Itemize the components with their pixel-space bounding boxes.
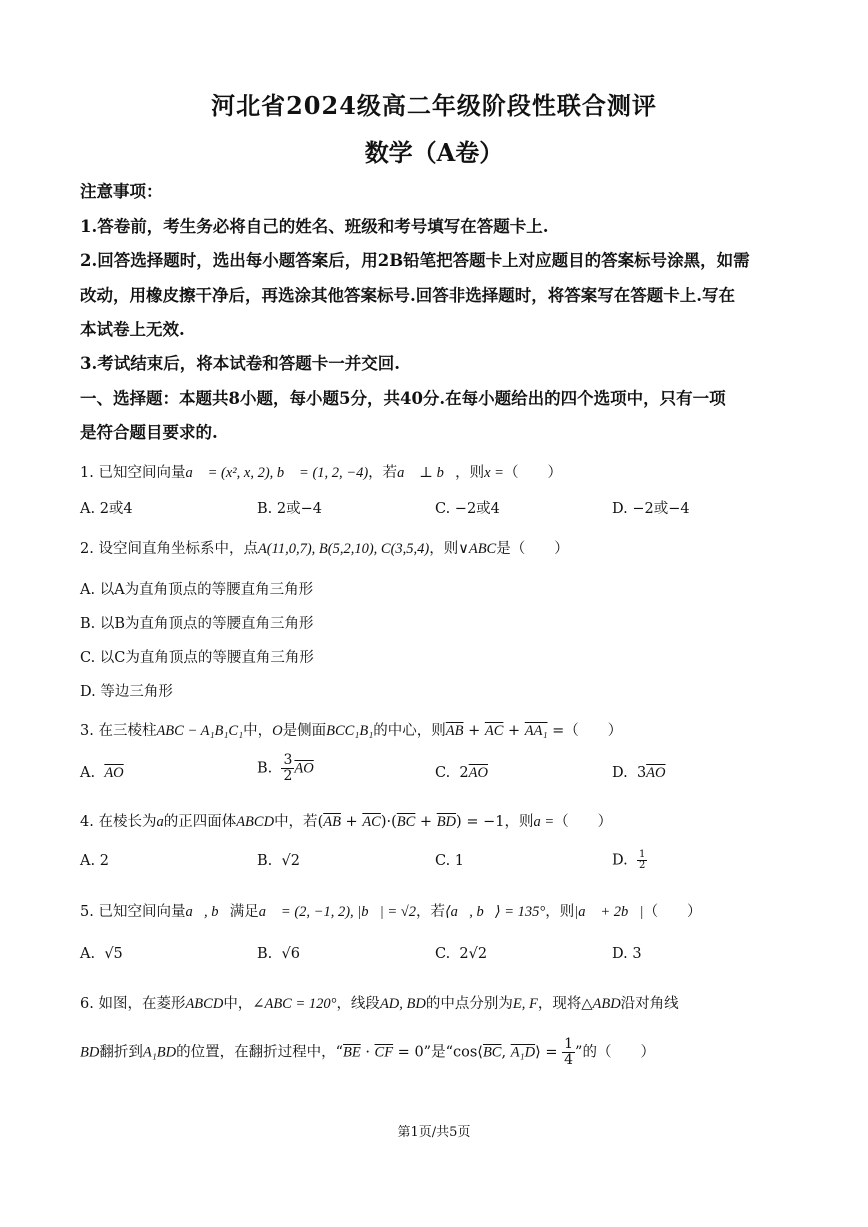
q4-open: ( <box>317 814 324 830</box>
q3-text-c: 是侧面 <box>282 723 327 739</box>
q3-option-c <box>435 765 488 782</box>
q3-b-label: B. <box>257 760 273 777</box>
q6-comma: , <box>501 1044 511 1061</box>
q4-tetrahedron: ABCD <box>236 814 275 830</box>
q3-text-e: =（ ） <box>547 723 623 739</box>
q4-text-d: ，则 <box>504 814 534 830</box>
q4-d-label: D. <box>612 852 628 869</box>
section-1-line-2: 是符合题目要求的. <box>80 423 218 442</box>
q5-text-d: ，则 <box>545 904 575 920</box>
q3-vec-aa1: AA₁ <box>524 723 548 739</box>
q6-a1bd: A₁BD <box>142 1044 177 1061</box>
q4-b-label: B. <box>257 853 273 869</box>
q5-b-value: √6 <box>281 946 300 962</box>
q3-prism: ABC − A₁B₁C₁ <box>156 723 244 739</box>
q3-text-b: 中， <box>243 723 273 739</box>
exam-subtitle: 数学（A卷） <box>364 138 504 167</box>
q4-d-fraction <box>637 850 647 871</box>
note-2-line-3: 本试卷上无效. <box>80 320 185 339</box>
q2-option-a: A. 以A为直角顶点的等腰直角三角形 <box>80 582 314 598</box>
question-6-stem-line-2 <box>80 1037 655 1068</box>
q6-text-a: 6. 如图，在菱形 <box>80 996 186 1012</box>
q6-text-d: 的中点分别为 <box>425 996 513 1012</box>
q4-edge-a: a <box>156 814 164 830</box>
q4-vec-bd: $\overline{BD}$ <box>436 814 457 830</box>
q6-text-g: 翻折到 <box>99 1044 143 1061</box>
q4-vec-ac: $\overline{AC}$ <box>362 814 381 830</box>
q5-c-label: C. <box>435 946 451 962</box>
q4-d-denominator: 2 <box>638 860 646 871</box>
q1-text-a: 1. 已知空间向量 <box>80 465 186 481</box>
q2-option-b: B. 以B为直角顶点的等腰直角三角形 <box>80 616 314 632</box>
q3-face: BCC₁B₁ <box>326 723 374 739</box>
q4-option-a: A. 2 <box>80 853 109 869</box>
q3-c-coef: 2 <box>459 765 469 781</box>
q6-diagonal: BD <box>80 1044 100 1061</box>
q4-plus-2: + <box>415 814 437 830</box>
notes-heading: 注意事项： <box>80 182 163 201</box>
note-3: 3.考试结束后，将本试卷和答题卡一并交回. <box>80 354 400 373</box>
q1-option-b: B. 2或−4 <box>257 501 322 517</box>
q4-d-numerator: 1 <box>638 849 646 860</box>
q4-text-b: 的正四面体 <box>163 814 237 830</box>
q6-angle: ∠ABC = 120° <box>252 996 337 1012</box>
q6-segments: AD, BD <box>379 996 426 1012</box>
q6-frac-numerator: 1 <box>564 1036 574 1052</box>
q1-condition: a⃗ ⊥ b⃗ <box>397 465 456 481</box>
q5-c-value: 2√2 <box>459 946 488 962</box>
question-5-stem <box>80 900 702 921</box>
q5-a-label: A. <box>80 946 96 962</box>
q3-c-vec: $\overline{AO}$ <box>468 765 488 781</box>
q3-b-denominator: 2 <box>283 768 293 784</box>
note-2-line-2: 改动，用橡皮擦干净后，再选涂其他答案标号.回答非选择题时，将答案写在答题卡上.写在 <box>80 286 735 305</box>
q6-text-b: 中， <box>223 996 253 1012</box>
q6-vec-be: $\overline{BE}$ <box>343 1044 361 1061</box>
q5-a-value: √5 <box>104 946 123 962</box>
q4-option-c: C. 1 <box>435 853 465 869</box>
q3-a-vec: $\overline{AO}$ <box>104 765 124 781</box>
q6-triangle: △ABD <box>581 996 621 1012</box>
q6-dot: · <box>360 1044 375 1061</box>
q3-b-numerator: 3 <box>283 752 293 768</box>
note-1: 1.答卷前，考生务必将自己的姓名、班级和考号填写在答题卡上. <box>80 217 549 236</box>
q2-text-c: 是（ ） <box>496 541 569 557</box>
question-2-stem <box>80 537 569 558</box>
q2-points: A(11,0,7), B(5,2,10), C(3,5,4) <box>257 541 430 557</box>
note-2-line-1: 2.回答选择题时，选出每小题答案后，用2B铅笔把答题卡上对应题目的答案标号涂黑，如需 <box>80 251 750 270</box>
q4-close: ) = −1 <box>456 814 505 830</box>
q6-vec-cf: $\overline{CF}$ <box>374 1044 394 1061</box>
q5-option-d: D. 3 <box>612 946 642 962</box>
q5-vectors: a⃗, b⃗ <box>185 904 230 920</box>
q3-plus-2: + <box>503 723 525 739</box>
q3-b-fraction <box>281 753 294 784</box>
q5-option-b <box>257 946 300 962</box>
q4-ask: a = <box>533 814 555 830</box>
q2-option-c: C. 以C为直角顶点的等腰直角三角形 <box>80 650 314 666</box>
q1-ask: x = <box>484 465 504 481</box>
q5-ask: |a⃗ + 2b⃗| <box>574 904 644 920</box>
q5-angle: ⟨a⃗, b⃗⟩ = 135° <box>445 904 546 920</box>
q3-vec-ab: $\overline{AB}$ <box>445 723 464 739</box>
q4-paren: （ ） <box>554 814 613 830</box>
question-3-stem <box>80 719 622 740</box>
q3-option-d <box>612 765 666 782</box>
q6-midpoints: E, F <box>512 996 538 1012</box>
q4-text-c: 中，若 <box>274 814 318 830</box>
q2-text-a: 2. 设空间直角坐标系中，点 <box>80 541 258 557</box>
q2-triangle: ∨ABC <box>458 541 497 557</box>
q3-c-label: C. <box>435 765 451 781</box>
q5-b-label: B. <box>257 946 273 962</box>
q6-rhombus: ABCD <box>185 996 224 1012</box>
q4-vec-ab: $\overline{AB}$ <box>323 814 341 830</box>
q2-option-d: D. 等边三角形 <box>80 684 173 700</box>
q3-plus-1: + <box>463 723 485 739</box>
q1-option-d: D. −2或−4 <box>612 501 690 517</box>
q6-eq0: = 0 <box>393 1044 424 1061</box>
q6-text-j: ”的（ ） <box>575 1044 655 1061</box>
q4-vec-bc: $\overline{BC}$ <box>396 814 416 830</box>
q6-vec-bc: $\overline{BC}$ <box>482 1044 502 1061</box>
exam-title: 河北省2024级高二年级阶段性联合测评 <box>211 91 657 120</box>
q6-fraction <box>562 1037 575 1068</box>
q1-text-b: ，若 <box>368 465 398 481</box>
q3-text-d: 的中心，则 <box>373 723 446 739</box>
q3-text-a: 3. 在三棱柱 <box>80 723 157 739</box>
q1-paren: （ ） <box>503 465 562 481</box>
q2-text-b: ，则 <box>429 541 459 557</box>
q3-option-b <box>257 753 314 784</box>
q1-text-c: ，则 <box>455 465 485 481</box>
q5-paren: （ ） <box>643 904 702 920</box>
q3-b-vec: $\overline{AO}$ <box>294 760 314 777</box>
q6-vec-a1d: A₁D <box>510 1044 536 1061</box>
q4-plus-1: + <box>340 814 363 830</box>
q3-d-coef: 3 <box>636 765 647 781</box>
q6-text-f: 沿对角线 <box>620 996 679 1012</box>
q4-mid: )·( <box>380 814 397 830</box>
q5-given: a⃗ = (2, −1, 2), |b⃗| = √2 <box>258 904 417 920</box>
q4-text-a: 4. 在棱长为 <box>80 814 157 830</box>
q3-d-label: D. <box>612 765 628 781</box>
q6-text-c: ，线段 <box>336 996 380 1012</box>
q4-b-value: √2 <box>281 853 300 869</box>
q4-option-d <box>612 850 647 871</box>
q1-option-c: C. −2或4 <box>435 501 500 517</box>
q6-frac-denominator: 4 <box>564 1052 574 1068</box>
q3-point-o: O <box>272 723 283 739</box>
page-number: 第1页/共5页 <box>397 1125 471 1140</box>
q6-text-e: ，现将 <box>537 996 582 1012</box>
q4-option-b <box>257 853 300 869</box>
q6-cos-close: ⟩ = <box>535 1044 558 1061</box>
q6-cos: cos⟨ <box>453 1044 483 1061</box>
question-4-stem <box>80 810 612 831</box>
section-1-line-1: 一、选择题：本题共8小题，每小题5分，共40分.在每小题给出的四个选项中，只有一项 <box>80 389 726 408</box>
q6-text-h: 的位置，在翻折过程中，“ <box>176 1044 343 1061</box>
q1-option-a: A. 2或4 <box>80 501 133 517</box>
question-1-stem <box>80 461 562 482</box>
q6-text-i: ”是“ <box>423 1044 453 1061</box>
q3-a-label: A. <box>80 765 96 781</box>
q5-option-c <box>435 946 487 962</box>
q3-vec-ac: $\overline{AC}$ <box>484 723 504 739</box>
question-6-stem-line-1 <box>80 992 679 1013</box>
q5-text-b: 满足 <box>229 904 259 920</box>
q5-text-c: ，若 <box>416 904 446 920</box>
q5-option-a <box>80 946 123 962</box>
q1-vectors: a⃗ = (x², x, 2), b⃗ = (1, 2, −4) <box>185 465 369 481</box>
q3-d-vec: $\overline{AO}$ <box>646 765 666 781</box>
q3-option-a <box>80 765 124 782</box>
q5-text-a: 5. 已知空间向量 <box>80 904 186 920</box>
